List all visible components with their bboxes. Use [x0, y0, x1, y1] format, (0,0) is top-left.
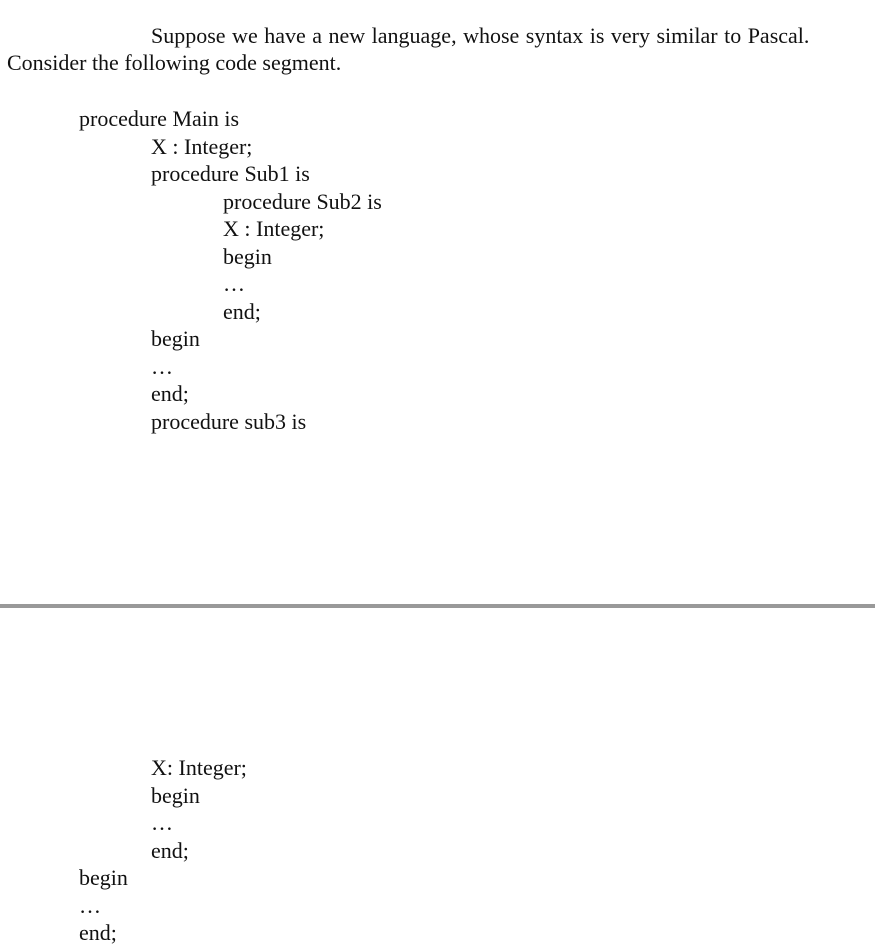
code-line: … [151, 810, 173, 835]
code-line: procedure Main is [79, 106, 240, 131]
intro-paragraph-line-2: Consider the following code segment. [7, 50, 342, 75]
code-line: X : Integer; [223, 216, 325, 241]
code-line: procedure Sub1 is [151, 161, 310, 186]
code-line: … [223, 271, 245, 296]
code-line: procedure sub3 is [151, 409, 307, 434]
code-line: end; [223, 299, 261, 324]
code-line: begin [79, 865, 128, 890]
code-line: end; [151, 381, 189, 406]
code-line: end; [79, 920, 117, 945]
code-line: begin [151, 783, 200, 808]
code-line: … [79, 893, 101, 918]
code-line: procedure Sub2 is [223, 189, 382, 214]
code-line: begin [151, 326, 200, 351]
code-line: end; [151, 838, 189, 863]
intro-paragraph-line-1: Suppose we have a new language, whose syntax is very similar to Pascal. [151, 23, 810, 48]
code-line: begin [223, 244, 272, 269]
code-line: X: Integer; [151, 755, 247, 780]
code-line: X : Integer; [151, 134, 253, 159]
page-break-divider [0, 604, 875, 608]
code-line: … [151, 354, 173, 379]
